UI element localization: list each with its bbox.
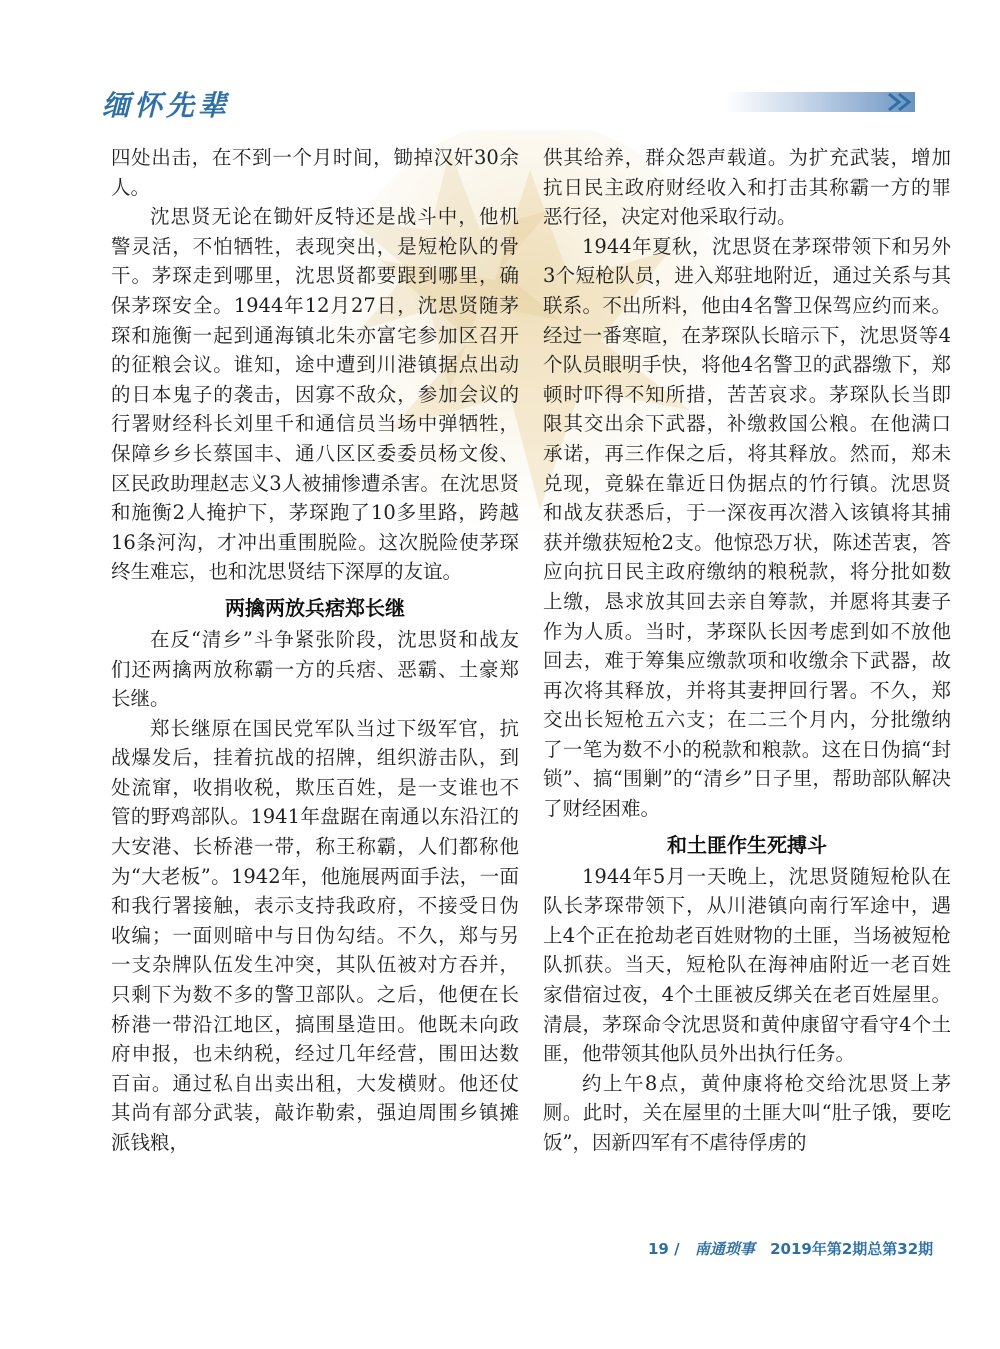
right-column	[543, 143, 951, 1158]
paragraph: 1944年5月一天晚上，沈思贤随短枪队在队长茅琛带领下，从川港镇向南行军途中，遇上4个正在抢劫老百姓财物的土匪，当场被短枪队抓获。当天，短枪队在海神庙附近一老百姓家借宿过夜，4个土匪被反绑关在老百姓屋里。清晨，茅琛命令沈思贤和黄仲康留守看守4个土匪，他带领其他队员外出执行任务。	[543, 864, 951, 1066]
section-title: 缅怀先辈	[102, 89, 231, 122]
issue-info: 2019年第2期总第32期	[770, 1240, 934, 1258]
paragraph: 沈思贤无论在锄奸反特还是战斗中，他机警灵活，不怕牺牲，表现突出，是短枪队的骨干。茅琛走到哪里，沈思贤都要跟到哪里，确保茅琛安全。1944年12月27日，沈思贤随茅琛和施衡一起到通海镇北朱亦富宅参加区召开的征粮会议。谁知，途中遭到川港镇据点出动的日本鬼子的袭击，因寡不敌众，参加会议的行署财经科长刘里千和通信员当场中弹牺牲，保障乡乡长蔡国丰、通八区区委委员杨文俊、区民政助理赵志义3人被捕惨遭杀害。在沈思贤和施衡2人掩护下，茅琛跑了10多里路，跨越16条河沟，才冲出重围脱险。这次脱险使茅琛终生难忘，也和沈思贤结下深厚的友谊。	[111, 205, 519, 584]
left-column	[111, 143, 519, 1158]
page-number: 19	[648, 1240, 669, 1258]
paragraph: 1944年夏秋，沈思贤在茅琛带领下和另外3个短枪队员，进入郑驻地附近，通过关系与其联系。不出所料，他由4名警卫保驾应约而来。经过一番寒暄，在茅琛队长暗示下，沈思贤等4个队员眼明手快，将他4名警卫的武器缴下，郑顿时吓得不知所措，苦苦哀求。茅琛队长当即限其交出余下武器，补缴救国公粮。在他满口承诺，再三作保之后，将其释放。然而，郑未兑现，竟躲在靠近日伪据点的竹行镇。沈思贤和战友获悉后，于一深夜再次潜入该镇将其捕获并缴获短枪2支。他惊恐万状，陈述苦衷，答应向抗日民主政府缴纳的粮税款，将分批如数上缴，恳求放其回去亲自筹款，并愿将其妻子作为人质。当时，茅琛队长因考虑到如不放他回去，难于筹集应缴款项和收缴余下武器，故再次将其释放，并将其妻押回行署。不久，郑交出长短枪五六支；在二三个月内，分批缴纳了一笔为数不小的税款和粮款。这在日伪搞“封锁”、搞“围剿”的“清乡”日子里，帮助部队解决了财经困难。	[543, 234, 951, 821]
page-footer	[648, 1238, 933, 1259]
subsection-heading: 和土匪作生死搏斗	[667, 832, 827, 857]
magazine-name: 南通琐事	[694, 1240, 755, 1258]
paragraph: 供其给养，群众怨声载道。为扩充武装，增加抗日民主政府财经收入和打击其称霸一方的罪恶行径，决定对他采取行动。	[543, 146, 951, 229]
paragraph: 在反“清乡”斗争紧张阶段，沈思贤和战友们还两擒两放称霸一方的兵痞、恶霸、土豪郑长继。	[111, 627, 519, 711]
subsection-heading: 两擒两放兵痞郑长继	[225, 595, 405, 620]
paragraph: 约上午8点，黄仲康将枪交给沈思贤上茅厕。此时，关在屋里的土匪大叫“肚子饿，要吃饭”，因新四军有不虐待俘虏的	[543, 1071, 951, 1154]
paragraph: 四处出击，在不到一个月时间，锄掉汉奸30余人。	[111, 146, 519, 199]
paragraph: 郑长继原在国民党军队当过下级军官，抗战爆发后，挂着抗战的招牌，组织游击队，到处流窜，收捐收税，欺压百姓，是一支谁也不管的野鸡部队。1941年盘踞在南通以东沿江的大安港、长桥港一带，称王称霸，人们都称他为“大老板”。1942年，他施展两面手法，一面和我行署接触，表示支持我政府，不接受日伪收编；一面则暗中与日伪勾结。不久，郑与另一支杂牌队伍发生冲突，其队伍被对方吞并，只剩下为数不多的警卫部队。之后，他便在长桥港一带沿江地区，搞围垦造田。他既未向政府申报，也未纳税，经过几年经营，围田达数百亩。通过私自出卖出租，大发横财。他还仗其尚有部分武装，敲诈勒索，强迫周围乡镇摊派钱粮，	[111, 716, 519, 1154]
footer-separator: /	[674, 1240, 680, 1258]
double-chevron-right-icon	[885, 90, 915, 114]
